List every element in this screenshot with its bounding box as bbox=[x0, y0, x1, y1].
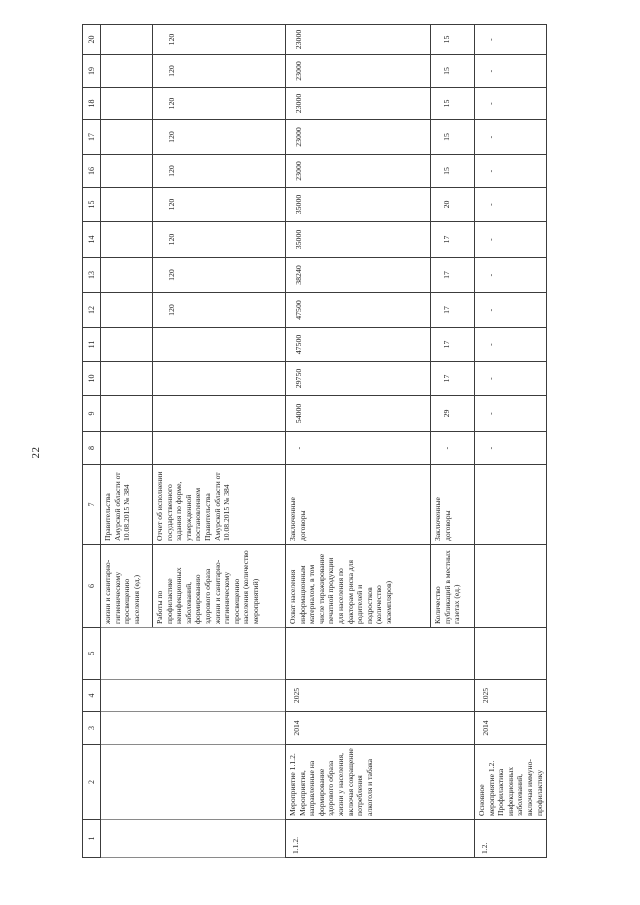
indicator-value-cell: 120 bbox=[153, 155, 286, 188]
indicator-value-cell: 23000 bbox=[286, 55, 431, 88]
indicator-value-cell: 17 bbox=[431, 328, 475, 362]
indicator-value-cell: - bbox=[286, 432, 431, 465]
indicator-name-cell: Охват населения информационным материалом, в том числе тиражирование печатной продукции для населения по факторам риска для родителей и подростков (количество экземпляров) bbox=[286, 545, 431, 628]
indicator-value-cell: - bbox=[475, 188, 547, 222]
indicator-value-cell: - bbox=[475, 362, 547, 396]
column-number: 3 bbox=[83, 712, 101, 745]
program-measures-table bbox=[82, 24, 547, 858]
start-year-cell: 2014 bbox=[286, 712, 475, 745]
table-row bbox=[101, 25, 153, 858]
indicator-value-cell: - bbox=[475, 55, 547, 88]
column-number: 8 bbox=[83, 432, 101, 465]
table-row bbox=[475, 25, 547, 858]
indicator-value-cell: - bbox=[431, 432, 475, 465]
measure-number-cell: 1.1.2. bbox=[286, 820, 475, 858]
indicator-value-cell: 120 bbox=[153, 258, 286, 293]
indicator-value-cell: - bbox=[475, 396, 547, 432]
column-number: 9 bbox=[83, 396, 101, 432]
column-number: 19 bbox=[83, 55, 101, 88]
column-number: 15 bbox=[83, 188, 101, 222]
indicator-value-cell: 15 bbox=[431, 55, 475, 88]
indicator-value-cell: 35000 bbox=[286, 222, 431, 258]
page-number: 22 bbox=[30, 446, 42, 459]
start-year-cell bbox=[101, 712, 286, 745]
column-number: 1 bbox=[83, 820, 101, 858]
column-number-row bbox=[83, 25, 101, 858]
indicator-value-cell: 15 bbox=[431, 25, 475, 55]
indicator-value-cell: 15 bbox=[431, 155, 475, 188]
indicator-value-cell bbox=[101, 25, 153, 55]
indicator-value-cell: 38240 bbox=[286, 258, 431, 293]
measure-name-cell: Мероприятие 1.1.2. Мероприятия, направленные на формирование здорового образа жизни у населения, включая сокращение потребления алкоголя и табака bbox=[286, 745, 475, 820]
column-number: 17 bbox=[83, 120, 101, 155]
indicator-value-cell bbox=[101, 362, 153, 396]
indicator-value-cell: - bbox=[475, 25, 547, 55]
indicator-value-cell: 17 bbox=[431, 293, 475, 328]
indicator-value-cell: 20 bbox=[431, 188, 475, 222]
column-number: 20 bbox=[83, 25, 101, 55]
indicator-value-cell bbox=[101, 293, 153, 328]
indicator-value-cell: 23000 bbox=[286, 155, 431, 188]
indicator-value-cell bbox=[153, 328, 286, 362]
indicator-value-cell bbox=[101, 396, 153, 432]
indicator-value-cell: 47500 bbox=[286, 293, 431, 328]
column-5-cell bbox=[286, 628, 475, 680]
column-5-cell bbox=[101, 628, 286, 680]
measure-name-cell: Основное мероприятие 1.2. Профилактика инфекционных заболеваний, включая иммуно-профилактику bbox=[475, 745, 547, 820]
measure-number-cell: 1.2. bbox=[475, 820, 547, 858]
indicator-value-cell: 17 bbox=[431, 362, 475, 396]
indicator-basis-cell bbox=[475, 465, 547, 545]
indicator-value-cell: 15 bbox=[431, 120, 475, 155]
indicator-value-cell: - bbox=[475, 88, 547, 120]
indicator-value-cell: - bbox=[475, 120, 547, 155]
indicator-value-cell bbox=[101, 328, 153, 362]
indicator-value-cell: 47500 bbox=[286, 328, 431, 362]
column-number: 10 bbox=[83, 362, 101, 396]
indicator-name-cell: Работы по профилактике неинфекционных заболеваний, формированию здорового образа жизни и санитарно-гигиеническому просвещению населения (количество мероприятий) bbox=[153, 545, 286, 628]
indicator-value-cell: - bbox=[475, 258, 547, 293]
indicator-value-cell bbox=[101, 432, 153, 465]
end-year-cell bbox=[101, 680, 286, 712]
indicator-value-cell bbox=[153, 396, 286, 432]
column-number: 6 bbox=[83, 545, 101, 628]
indicator-name-cell bbox=[475, 545, 547, 628]
indicator-value-cell: 120 bbox=[153, 25, 286, 55]
indicator-basis-cell: Заключенные договоры bbox=[431, 465, 475, 545]
indicator-name-cell: Количество публикаций в местных газетах (ед.) bbox=[431, 545, 475, 628]
indicator-value-cell: 120 bbox=[153, 222, 286, 258]
indicator-value-cell: 120 bbox=[153, 188, 286, 222]
end-year-cell: 2025 bbox=[475, 680, 547, 712]
indicator-value-cell bbox=[101, 258, 153, 293]
column-number: 2 bbox=[83, 745, 101, 820]
indicator-basis-cell: Заключенные договоры bbox=[286, 465, 431, 545]
column-number: 7 bbox=[83, 465, 101, 545]
indicator-name-cell: жизни и санитарно-гигиеническому просвещению населения (ед.) bbox=[101, 545, 153, 628]
start-year-cell: 2014 bbox=[475, 712, 547, 745]
indicator-value-cell bbox=[101, 222, 153, 258]
indicator-value-cell: 23000 bbox=[286, 88, 431, 120]
indicator-value-cell: - bbox=[475, 222, 547, 258]
indicator-basis-cell: Правительства Амурской области от 10.08.2015 № 384 bbox=[101, 465, 153, 545]
indicator-value-cell: - bbox=[475, 293, 547, 328]
column-number: 12 bbox=[83, 293, 101, 328]
column-number: 5 bbox=[83, 628, 101, 680]
indicator-value-cell bbox=[153, 432, 286, 465]
measure-name-cell bbox=[101, 745, 286, 820]
column-5-cell bbox=[475, 628, 547, 680]
column-number: 11 bbox=[83, 328, 101, 362]
indicator-value-cell bbox=[153, 362, 286, 396]
column-number: 16 bbox=[83, 155, 101, 188]
indicator-value-cell: 54000 bbox=[286, 396, 431, 432]
column-number: 4 bbox=[83, 680, 101, 712]
indicator-value-cell bbox=[101, 155, 153, 188]
indicator-value-cell: 17 bbox=[431, 258, 475, 293]
indicator-value-cell bbox=[101, 88, 153, 120]
indicator-value-cell: 120 bbox=[153, 120, 286, 155]
column-number: 14 bbox=[83, 222, 101, 258]
indicator-value-cell: 23000 bbox=[286, 120, 431, 155]
indicator-value-cell: 29 bbox=[431, 396, 475, 432]
indicator-value-cell: 15 bbox=[431, 88, 475, 120]
indicator-value-cell: 17 bbox=[431, 222, 475, 258]
indicator-value-cell: - bbox=[475, 155, 547, 188]
indicator-value-cell: 120 bbox=[153, 55, 286, 88]
column-number: 13 bbox=[83, 258, 101, 293]
indicator-value-cell: 120 bbox=[153, 293, 286, 328]
measure-number-cell bbox=[101, 820, 286, 858]
indicator-value-cell: 29750 bbox=[286, 362, 431, 396]
indicator-value-cell: 23000 bbox=[286, 25, 431, 55]
indicator-value-cell: - bbox=[475, 328, 547, 362]
indicator-basis-cell: Отчет об исполнении государственного задания по форме, утвержденной постановлением Правительства Амурской области от 10.08.2015 № 384 bbox=[153, 465, 286, 545]
indicator-value-cell: 35000 bbox=[286, 188, 431, 222]
indicator-value-cell: 120 bbox=[153, 88, 286, 120]
table-row bbox=[286, 25, 431, 858]
column-number: 18 bbox=[83, 88, 101, 120]
indicator-value-cell bbox=[101, 55, 153, 88]
indicator-value-cell: - bbox=[475, 432, 547, 465]
indicator-value-cell bbox=[101, 120, 153, 155]
end-year-cell: 2025 bbox=[286, 680, 475, 712]
indicator-value-cell bbox=[101, 188, 153, 222]
